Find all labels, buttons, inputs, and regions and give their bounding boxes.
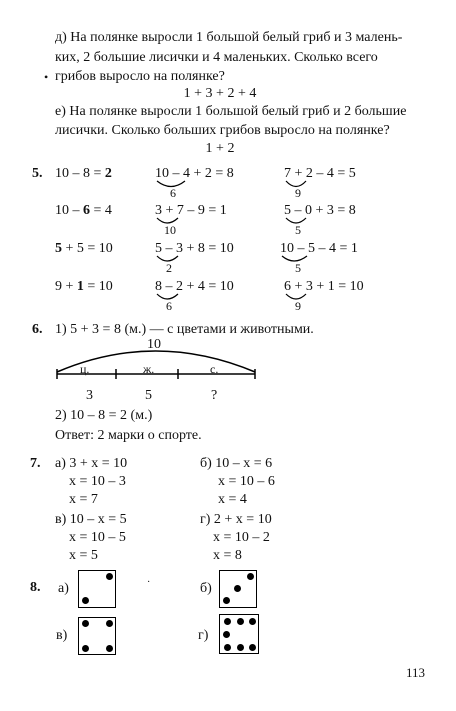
- task5-col1-row2: 10 – 6 = 4: [55, 203, 112, 218]
- task5-col3-under4: 9: [295, 299, 301, 313]
- problem-e-line2: лисички. Сколько больших грибов выросло на полянке?: [55, 123, 390, 138]
- die-dot: [106, 645, 113, 652]
- task7-number: 7.: [30, 456, 41, 471]
- task5-col3-under1: 9: [295, 186, 301, 200]
- die-face-b: [219, 570, 257, 608]
- task7-b-eq: б) 10 – x = 6: [200, 456, 273, 471]
- task7-g-result: x = 8: [213, 548, 242, 563]
- task5-number: 5.: [32, 166, 43, 181]
- bullet-mark: •: [44, 70, 49, 84]
- task6-answer: Ответ: 2 марки о спорте.: [55, 428, 202, 443]
- task6-line2: 2) 10 – 8 = 2 (м.): [55, 408, 153, 423]
- task7-v-step: x = 10 – 5: [69, 530, 126, 545]
- die-dot: [223, 597, 230, 604]
- die-dot: [249, 644, 256, 651]
- task5-col2-under1: 6: [170, 186, 176, 200]
- task5-col3-row2: 5 – 0 + 3 = 8: [284, 203, 356, 218]
- task7-a-result: x = 7: [69, 492, 98, 507]
- task5-col3-row1: 7 + 2 – 4 = 5: [284, 166, 356, 181]
- die-face-g: [219, 614, 259, 654]
- die-dot: [224, 644, 231, 651]
- die-dot: [249, 618, 256, 625]
- die-dot: [106, 573, 113, 580]
- die-dot: [224, 618, 231, 625]
- die-face-v: [78, 617, 116, 655]
- task7-v-result: x = 5: [69, 548, 98, 563]
- task8-number: 8.: [30, 580, 41, 595]
- die-dot: [234, 585, 241, 592]
- task7-g-step: x = 10 – 2: [213, 530, 270, 545]
- die-dot: [247, 573, 254, 580]
- problem-d-line1: д) На полянке выросли 1 большой белый гриб и 3 малень-: [55, 30, 403, 45]
- task5-col3-under2: 5: [295, 223, 301, 237]
- die-dot: [106, 620, 113, 627]
- die-dot: [237, 644, 244, 651]
- die-dot: [223, 631, 230, 638]
- task5-col1-row3: 5 + 5 = 10: [55, 241, 113, 256]
- task5-col1-row4: 9 + 1 = 10: [55, 279, 113, 294]
- task5-col3-under3: 5: [295, 261, 301, 275]
- task8-label-b: б): [200, 581, 212, 596]
- task7-b-step: x = 10 – 6: [218, 474, 275, 489]
- task5-col2-under4: 6: [166, 299, 172, 313]
- segment-label-c: ц.: [80, 362, 90, 376]
- task5-col2-under2: 10: [164, 223, 176, 237]
- task7-a-eq: а) 3 + x = 10: [55, 456, 128, 471]
- task5-col1-row1: 10 – 8 = 2: [55, 166, 112, 181]
- segment-label-s: с.: [210, 362, 219, 376]
- task7-v-eq: в) 10 – x = 5: [55, 512, 127, 527]
- die-dot: [82, 645, 89, 652]
- task5-col2-row1: 10 – 4 + 2 = 8: [155, 166, 234, 181]
- task6-number: 6.: [32, 322, 43, 337]
- problem-e-expr: 1 + 2: [205, 141, 235, 156]
- task5-col3-row3: 10 – 5 – 4 = 1: [280, 241, 358, 256]
- task5-col2-under3: 2: [166, 261, 172, 275]
- die-face-a: [78, 570, 116, 608]
- die-dot: [237, 618, 244, 625]
- task5-col2-row2: 3 + 7 – 9 = 1: [155, 203, 227, 218]
- segment-value-3: ?: [211, 388, 218, 403]
- task8-label-v: в): [56, 628, 68, 643]
- task8-label-a: а): [58, 581, 69, 596]
- page-number: 113: [406, 665, 426, 680]
- die-dot: [82, 597, 89, 604]
- problem-e-line1: е) На полянке выросли 1 большой белый гриб и 2 большие: [55, 104, 407, 119]
- segment-value-2: 5: [145, 388, 152, 403]
- task6-line1: 1) 5 + 3 = 8 (м.) — с цветами и животными.: [55, 322, 314, 337]
- segment-label-zh: ж.: [143, 362, 155, 376]
- task5-col2-row3: 5 – 3 + 8 = 10: [155, 241, 234, 256]
- problem-d-line3: грибов выросло на полянке?: [55, 69, 225, 84]
- die-dot: [82, 620, 89, 627]
- segment-diagram-total: 10: [147, 337, 161, 352]
- task7-g-eq: г) 2 + x = 10: [200, 512, 272, 527]
- task7-b-result: x = 4: [218, 492, 247, 507]
- task5-col3-row4: 6 + 3 + 1 = 10: [284, 279, 364, 294]
- problem-d-expr: 1 + 3 + 2 + 4: [183, 86, 257, 101]
- segment-value-1: 3: [86, 388, 93, 403]
- task5-col2-row4: 8 – 2 + 4 = 10: [155, 279, 234, 294]
- stray-mark: ·: [147, 577, 151, 588]
- task7-a-step: x = 10 – 3: [69, 474, 126, 489]
- task8-label-g: г): [198, 628, 209, 643]
- problem-d-line2: ких, 2 большие лисички и 4 маленьких. Сколько всего: [55, 50, 378, 65]
